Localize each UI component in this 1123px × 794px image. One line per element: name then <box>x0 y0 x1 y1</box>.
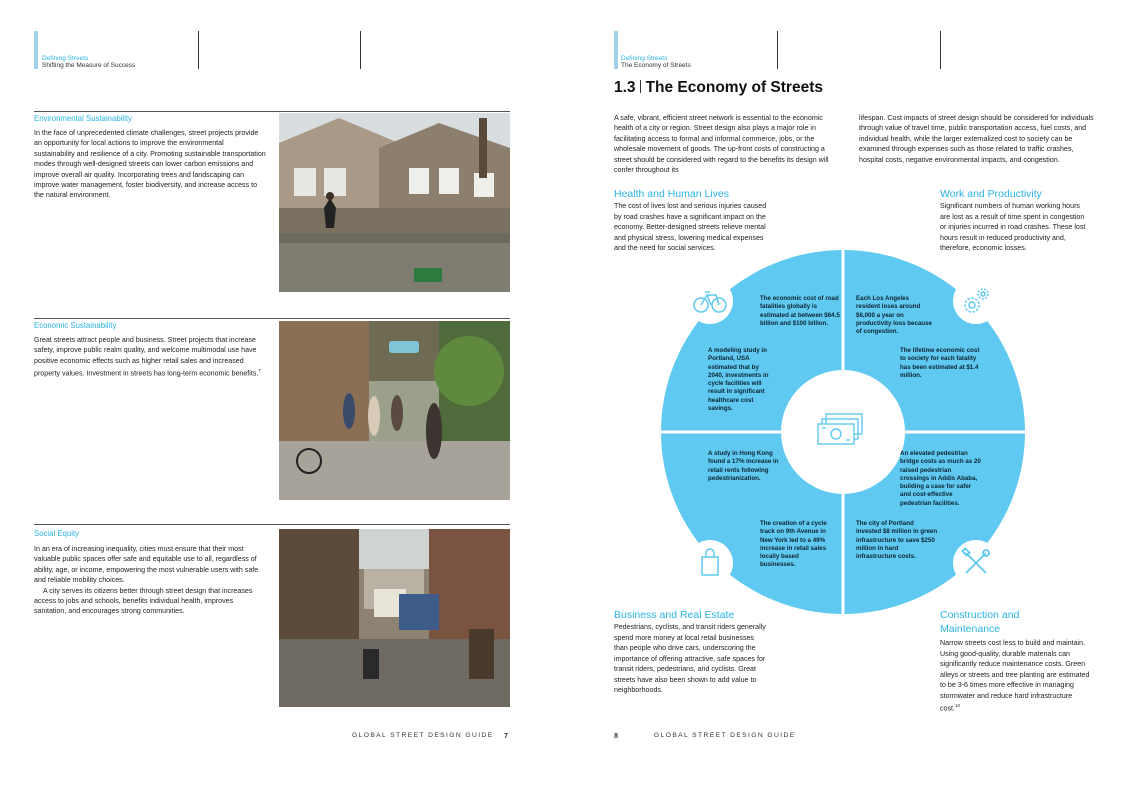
gears-icon <box>953 278 999 324</box>
section-body-equity: In an era of increasing inequality, cities must ensure that their most valuable public spaces offer safe and equitable use to all, regardless of ability, age, or income, empowering the most vulnerable users with safe and reliable mobility choices. A city serves its citizens better through street design that increases access to jobs and schools, benefits individual health, improves sanitation, and encourages strong communities. <box>34 545 259 616</box>
section-rule <box>34 318 510 319</box>
category-title-health: Health and Human Lives <box>614 188 729 200</box>
shopping-street-photo <box>279 321 510 500</box>
header-accent-bar <box>614 31 618 69</box>
right-page <box>562 0 1123 794</box>
market-street-photo <box>279 529 510 707</box>
bicycle-icon <box>687 278 733 324</box>
flooded-street-photo <box>279 113 510 292</box>
fact-road-fatalities: The economic cost of road fatalities globally is estimated at between $64.5 billion and $100 billion. <box>760 295 840 327</box>
fact-fatality-cost: The lifetime economic cost to society for each fatality has been estimated at $1.4 million. <box>900 347 980 379</box>
economy-infographic <box>660 249 1026 615</box>
tools-icon <box>953 540 999 586</box>
intro-left: A safe, vibrant, efficient street network is essential to the economic health of a city or region. Street design also plays a major role in facilitating access to formal and informal commerce, jobs, or the wholesale movement of goods. The up-front costs of constructing a street should be considered with regard to the benefits its design will confer throughout its <box>614 114 829 175</box>
header-divider <box>198 31 199 69</box>
fact-portland-green: The city of Portland invested $8 million in green infrastructure to save $250 million in hard infrastructure costs. <box>856 520 938 561</box>
category-text-business: Pedestrians, cyclists, and transit riders generally spend more money at local retail businesses than people who drive cars, underscoring the importance of offering attractive, safe spaces for transit riders, pedestrians, and cyclists. Great streets have also been shown to add value to neighborhoods. <box>614 623 766 694</box>
header-kicker: Defining Streets <box>42 55 89 62</box>
section-heading: The Economy of Streets <box>645 79 823 96</box>
header-subtitle: Shifting the Measure of Success <box>42 62 136 69</box>
header-kicker: Defining Streets <box>621 55 668 62</box>
fact-hong-kong: A study in Hong Kong found a 17% increase in retail rents following pedestrianization. <box>708 450 779 482</box>
section-body-environmental: In the face of unprecedented climate challenges, street projects provide an opportunity for local actions to improve the environmental sustainability and resilience of a city. Promoting sustainable transportation modes through well-designed streets can lower carbon emissions and improve overall air quality. Incorporating trees and landscaping can improve water management, foster biodiversity, and increase access to the natural environment. <box>34 129 266 200</box>
section-rule <box>34 524 510 525</box>
fact-portland-cycle: A modeling study in Portland, USA estimated that by 2040, investments in cycle facilities will result in significant healthcare cost savings. <box>708 347 769 413</box>
fact-los-angeles: Each Los Angeles resident loses around $6,000 a year on productivity loss because of congestion. <box>856 295 932 336</box>
category-title-construction: Construction and Maintenance <box>940 609 1020 635</box>
section-rule <box>34 111 510 112</box>
category-text-construction: Narrow streets cost less to build and maintain. Using good-quality, durable materials can significantly reduce maintenance costs. Green alleys or streets and tree planting are estimated to be 3-6 times more effective in managing stormwater and reduce hard infrastructure cost.$^{10}$ <box>940 639 1090 713</box>
page-number: 7 <box>504 731 508 740</box>
section-title-equity: Social Equity <box>34 529 80 538</box>
section-title-economic: Economic Sustainability <box>34 321 117 330</box>
left-page <box>0 0 561 794</box>
page-number: 8 <box>614 731 618 740</box>
header-divider <box>777 31 778 69</box>
category-title-work: Work and Productivity <box>940 188 1042 200</box>
footer-label: GLOBAL STREET DESIGN GUIDE <box>654 732 796 739</box>
header-accent-bar <box>34 31 38 69</box>
header-divider <box>360 31 361 69</box>
fact-ninth-avenue: The creation of a cycle track on 9th Avenue in New York led to a 49% increase in retail sales locally based businesses. <box>760 520 827 569</box>
category-title-business: Business and Real Estate <box>614 609 735 621</box>
section-title-environmental: Environmental Sustainability <box>34 114 132 123</box>
header-divider <box>940 31 941 69</box>
intro-right: lifespan. Cost impacts of street design should be considered for individuals through value of travel time, public transportation access, fuel costs, and individual health, while the larger externalized cost to society can be examined through expenses such as those related to traffic crashes, hospital costs, negative environmental impacts, and congestion. <box>859 114 1094 164</box>
header-subtitle: The Economy of Streets <box>621 62 691 69</box>
category-text-work: Significant numbers of human working hours are lost as a result of time spent in congestion or injuries incurred in road crashes. These lost hours result in reduced productivity and, therefore, economic losses. <box>940 202 1086 252</box>
category-text-health: The cost of lives lost and serious injuries caused by road crashes have a significant impact on the economy. Better-designed streets relieve mental and physical stress, lowering medical expenses and the need for social services. <box>614 202 767 252</box>
footer-label: GLOBAL STREET DESIGN GUIDE <box>352 732 494 739</box>
shopping-bag-icon <box>687 540 733 586</box>
fact-addis-ababa: An elevated pedestrian bridge costs as much as 20 raised pedestrian crossings in Addis Ababa, building a case for safer and cost-effective pedestrian facilities. <box>900 450 981 507</box>
page-title <box>614 79 823 97</box>
section-number: 1.3 <box>614 79 636 96</box>
section-body-economic: Great streets attract people and business. Street projects that increase safety, improve public realm quality, and welcome multimodal use have positive economic effects such as higher retail sales and increased property values. Investment in streets has long-term economic benefits.$^7$ <box>34 336 261 378</box>
